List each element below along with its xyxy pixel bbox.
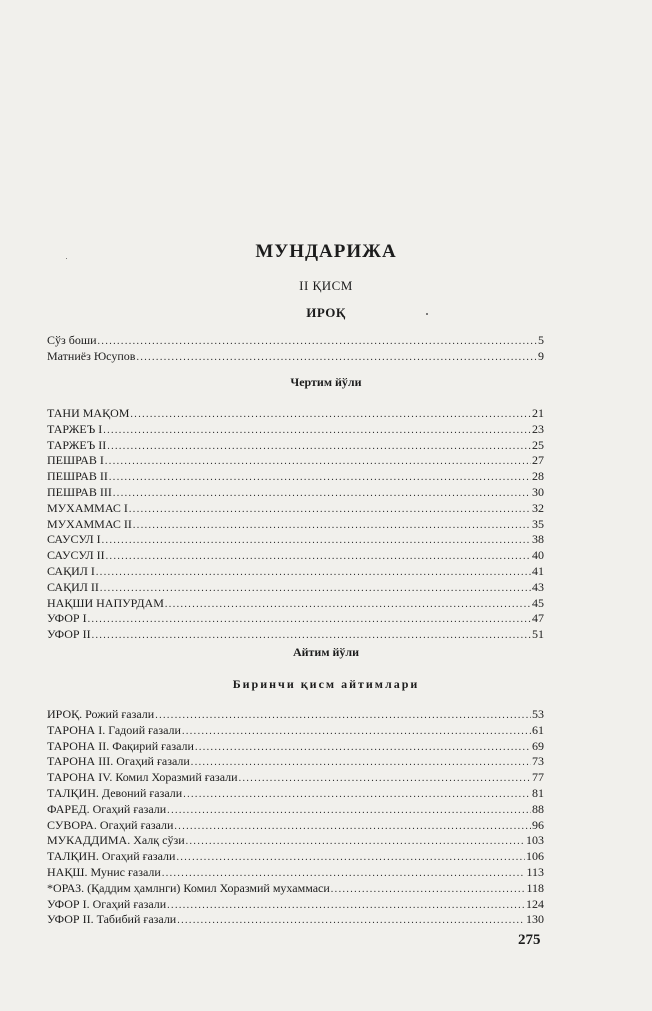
toc-leader-dots [113, 486, 531, 501]
toc-entry-title: ТАРЖЕЪ II [47, 437, 107, 452]
toc-entry [47, 627, 544, 643]
makom-heading: ИРОҚ [306, 305, 346, 320]
toc-entry [47, 349, 544, 365]
toc-leader-dots [102, 533, 531, 548]
toc-entry [47, 438, 544, 454]
section-heading-chertim: Чертим йўли [290, 375, 362, 389]
toc-entry-page: 106 [526, 849, 544, 864]
toc-leader-dots [191, 755, 531, 770]
toc-leader-dots [182, 724, 531, 739]
toc-entry-title: МУХАММАС II [47, 516, 132, 531]
toc-entry-title: ТАЛҚИН. Огаҳий ғазали [47, 849, 176, 864]
toc-leader-dots [331, 882, 526, 897]
toc-leader-dots [165, 597, 531, 612]
paper-speck [66, 258, 67, 259]
toc-entry-page: 5 [538, 333, 544, 347]
toc-entry-title: САҚИЛ II [47, 579, 99, 594]
part-heading: II ҚИСМ [299, 278, 353, 293]
toc-leader-dots [105, 454, 531, 469]
toc-leader-dots [88, 612, 531, 627]
toc-leader-dots [109, 470, 531, 485]
toc-entry-title: УФОР I. Огаҳий ғазали [47, 896, 167, 911]
toc-entry [47, 611, 544, 627]
toc-entry-page: 30 [532, 484, 544, 499]
toc-entry [47, 422, 544, 438]
toc-leader-dots [103, 423, 531, 438]
toc-entry [47, 865, 544, 881]
toc-entry [47, 532, 544, 548]
toc-entry-page: 96 [532, 817, 544, 832]
toc-entry [47, 406, 544, 422]
toc-entry [47, 739, 544, 755]
toc-leader-dots [96, 565, 531, 580]
toc-entry [47, 469, 544, 485]
toc-entry-title: *ОРАЗ. (Қаддим ҳамлнги) Комил Хоразмий мухаммаси [47, 880, 330, 895]
toc-entry [47, 754, 544, 770]
toc-entry [47, 849, 544, 865]
section-heading-birinchi: Биринчи қисм айтимлари [232, 677, 420, 691]
toc-entry [47, 548, 544, 564]
page-number: 275 [518, 932, 541, 948]
toc-entry-page: 45 [532, 595, 544, 610]
toc-leader-dots [92, 628, 531, 643]
toc-entry-title: ИРОҚ. Рожий ғазали [47, 707, 155, 721]
toc-entry [47, 596, 544, 612]
toc-entry-page: 53 [532, 707, 544, 721]
toc-leader-dots [100, 581, 531, 596]
toc-entry-title: Матниёз Юсупов [47, 348, 136, 363]
toc-leader-dots [174, 819, 531, 834]
toc-entry [47, 517, 544, 533]
toc-entry [47, 786, 544, 802]
toc-leader-dots [239, 771, 531, 786]
toc-entry-title: САУСУЛ II [47, 548, 105, 563]
toc-entry-title: Сўз боши [47, 333, 97, 347]
toc-leader-dots [177, 913, 525, 928]
toc-entry [47, 564, 544, 580]
section-heading-aitim: Айтим йўли [292, 645, 360, 659]
toc-entry-page: 9 [538, 348, 544, 363]
toc-entry-title: ТАРОНА III. Огаҳий ғазали [47, 754, 190, 769]
toc-entry-title: ПЕШРАВ I [47, 453, 104, 468]
toc-entry-page: 51 [532, 627, 544, 642]
toc-entry-page: 88 [532, 801, 544, 816]
toc-entry-page: 28 [532, 469, 544, 484]
toc-entry [47, 818, 544, 834]
toc-entry-page: 69 [532, 738, 544, 753]
toc-entry [47, 580, 544, 596]
toc-leader-dots [133, 518, 531, 533]
toc-leader-dots [162, 866, 526, 881]
toc-entry [47, 833, 544, 849]
intro-entries [47, 333, 544, 365]
toc-leader-dots [176, 850, 525, 865]
toc-entry-title: САҚИЛ I [47, 563, 95, 578]
toc-leader-dots [130, 407, 531, 422]
toc-leader-dots [129, 502, 531, 517]
toc-entry-page: 32 [532, 500, 544, 515]
toc-entry [47, 707, 544, 723]
toc-entry-page: 77 [532, 770, 544, 785]
toc-leader-dots [107, 439, 531, 454]
toc-leader-dots [155, 708, 531, 723]
toc-entry-title: ТАРОНА IV. Комил Хоразмий ғазали [47, 770, 238, 785]
toc-leader-dots [167, 803, 531, 818]
toc-entry-title: САУСУЛ I [47, 532, 101, 547]
toc-entry [47, 333, 544, 349]
toc-leader-dots [183, 787, 531, 802]
toc-entry [47, 723, 544, 739]
toc-entry-title: ТАРОНА II. Фақирий ғазали [47, 738, 194, 753]
toc-entry-title: УФОР II [47, 627, 91, 642]
toc-leader-dots [98, 334, 537, 349]
toc-entry-page: 118 [526, 880, 544, 895]
toc-entry-title: ФАРЕД. Огаҳий ғазали [47, 801, 167, 816]
toc-entry-title: ТАРОНА I. Гадоий ғазали [47, 722, 181, 737]
toc-entry-title: УФОР I [47, 611, 87, 626]
paper-speck [426, 313, 428, 315]
toc-entry-page: 61 [532, 722, 544, 737]
toc-entry [47, 897, 544, 913]
toc-entry-page: 38 [532, 532, 544, 547]
toc-entry [47, 881, 544, 897]
toc-entry-page: 27 [532, 453, 544, 468]
toc-leader-dots [195, 740, 531, 755]
toc-entry-title: ПЕШРАВ III [47, 484, 112, 499]
toc-entry-title: НАҚШИ НАПУРДАМ [47, 595, 164, 610]
toc-leader-dots [136, 350, 537, 365]
toc-entry-page: 23 [532, 421, 544, 436]
toc-entry-title: УФОР II. Табибий ғазали [47, 912, 177, 927]
toc-entry-title: СУВОРА. Огаҳий ғазали [47, 817, 174, 832]
toc-entry-title: ПЕШРАВ II [47, 469, 108, 484]
toc-entry-page: 40 [532, 548, 544, 563]
toc-entry-page: 21 [532, 406, 544, 420]
toc-entry-page: 81 [532, 785, 544, 800]
toc-leader-dots [167, 898, 525, 913]
toc-entry-page: 130 [526, 912, 544, 927]
toc-leader-dots [186, 834, 525, 849]
toc-entry-title: НАҚШ. Мунис ғазали [47, 864, 161, 879]
toc-entry [47, 501, 544, 517]
toc-entry [47, 453, 544, 469]
toc-entry-title: МУХАММАС I [47, 500, 128, 515]
toc-entry-page: 113 [526, 864, 544, 879]
toc-entry-title: ТАРЖЕЪ I [47, 421, 103, 436]
toc-entry [47, 802, 544, 818]
aitim-entries [47, 707, 544, 928]
toc-entry [47, 912, 544, 928]
toc-leader-dots [106, 549, 531, 564]
page-title: МУНДАРИЖА [255, 241, 397, 262]
toc-entry-page: 47 [532, 611, 544, 626]
toc-entry-page: 35 [532, 516, 544, 531]
toc-entry-page: 41 [532, 563, 544, 578]
toc-entry [47, 770, 544, 786]
toc-entry-title: ТАЛҚИН. Девоний ғазали [47, 785, 183, 800]
toc-entry-title: МУКАДДИМА. Халқ сўзи [47, 833, 185, 848]
toc-entry [47, 485, 544, 501]
chertim-entries [47, 406, 544, 643]
toc-entry-page: 25 [532, 437, 544, 452]
toc-entry-page: 124 [526, 896, 544, 911]
toc-entry-page: 103 [526, 833, 544, 848]
toc-entry-page: 73 [532, 754, 544, 769]
toc-entry-title: ТАНИ МАҚОМ [47, 406, 130, 420]
toc-entry-page: 43 [532, 579, 544, 594]
